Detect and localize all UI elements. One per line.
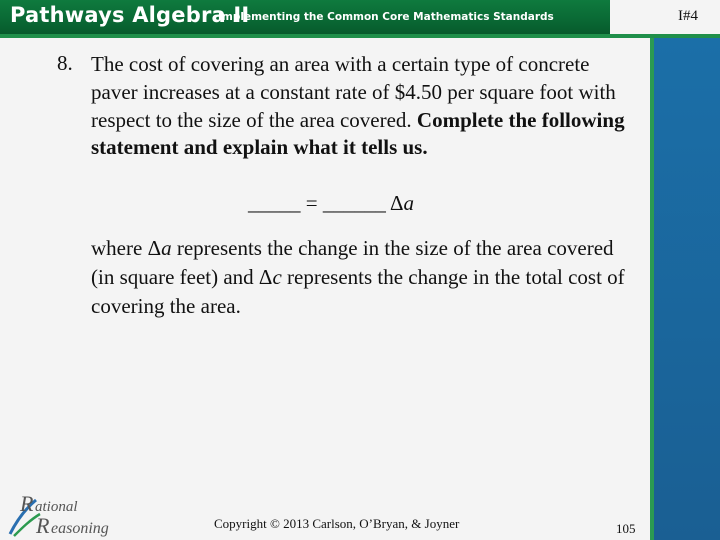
page-number: 105 bbox=[616, 521, 636, 536]
equation-blank-left: _____ bbox=[248, 191, 301, 215]
rational-reasoning-logo bbox=[6, 494, 131, 538]
where-clause bbox=[91, 234, 636, 321]
header-title: Pathways Algebra II bbox=[10, 3, 250, 27]
delta-c-symbol: Δ bbox=[258, 265, 273, 289]
logo-letter-r2: R bbox=[36, 513, 50, 538]
side-bar bbox=[654, 38, 720, 540]
delta-a-var: a bbox=[161, 236, 172, 260]
header-subtitle: Implementing the Common Core Mathematics Standards bbox=[218, 11, 554, 23]
delta-a-symbol: Δ bbox=[147, 236, 162, 260]
slide-id: I#4 bbox=[678, 8, 698, 24]
header-stripe bbox=[0, 34, 720, 38]
question-instruction: Complete the following statement and explain what it tells us. bbox=[91, 107, 625, 160]
delta-c-var: c bbox=[272, 265, 282, 289]
question-text: The cost of covering an area with a certain type of concrete paver increases at a constant rate of $4.50 per square foot with respect to the size of the area covered. bbox=[91, 52, 616, 132]
copyright: Copyright © 2013 Carlson, O’Bryan, & Joyner bbox=[214, 516, 460, 531]
equation-delta-symbol: Δ bbox=[389, 191, 404, 215]
logo-text-bottom: easoning bbox=[51, 520, 109, 537]
where-part2: represents the change in the size of the area covered (in square feet) and bbox=[91, 236, 614, 289]
question-number: 8. bbox=[57, 51, 73, 75]
equation-blank-right: ______ bbox=[322, 191, 386, 215]
where-part1: where bbox=[91, 236, 148, 260]
logo-letter-r: R bbox=[20, 494, 34, 516]
logo-text-top: ational bbox=[35, 499, 78, 515]
equation-variable: a bbox=[403, 191, 414, 215]
header-banner bbox=[0, 0, 610, 34]
where-part3: represents the change in the total cost of covering the area. bbox=[91, 265, 625, 318]
equation bbox=[248, 191, 414, 216]
question-body bbox=[91, 51, 636, 162]
equation-equals: = bbox=[305, 191, 318, 215]
